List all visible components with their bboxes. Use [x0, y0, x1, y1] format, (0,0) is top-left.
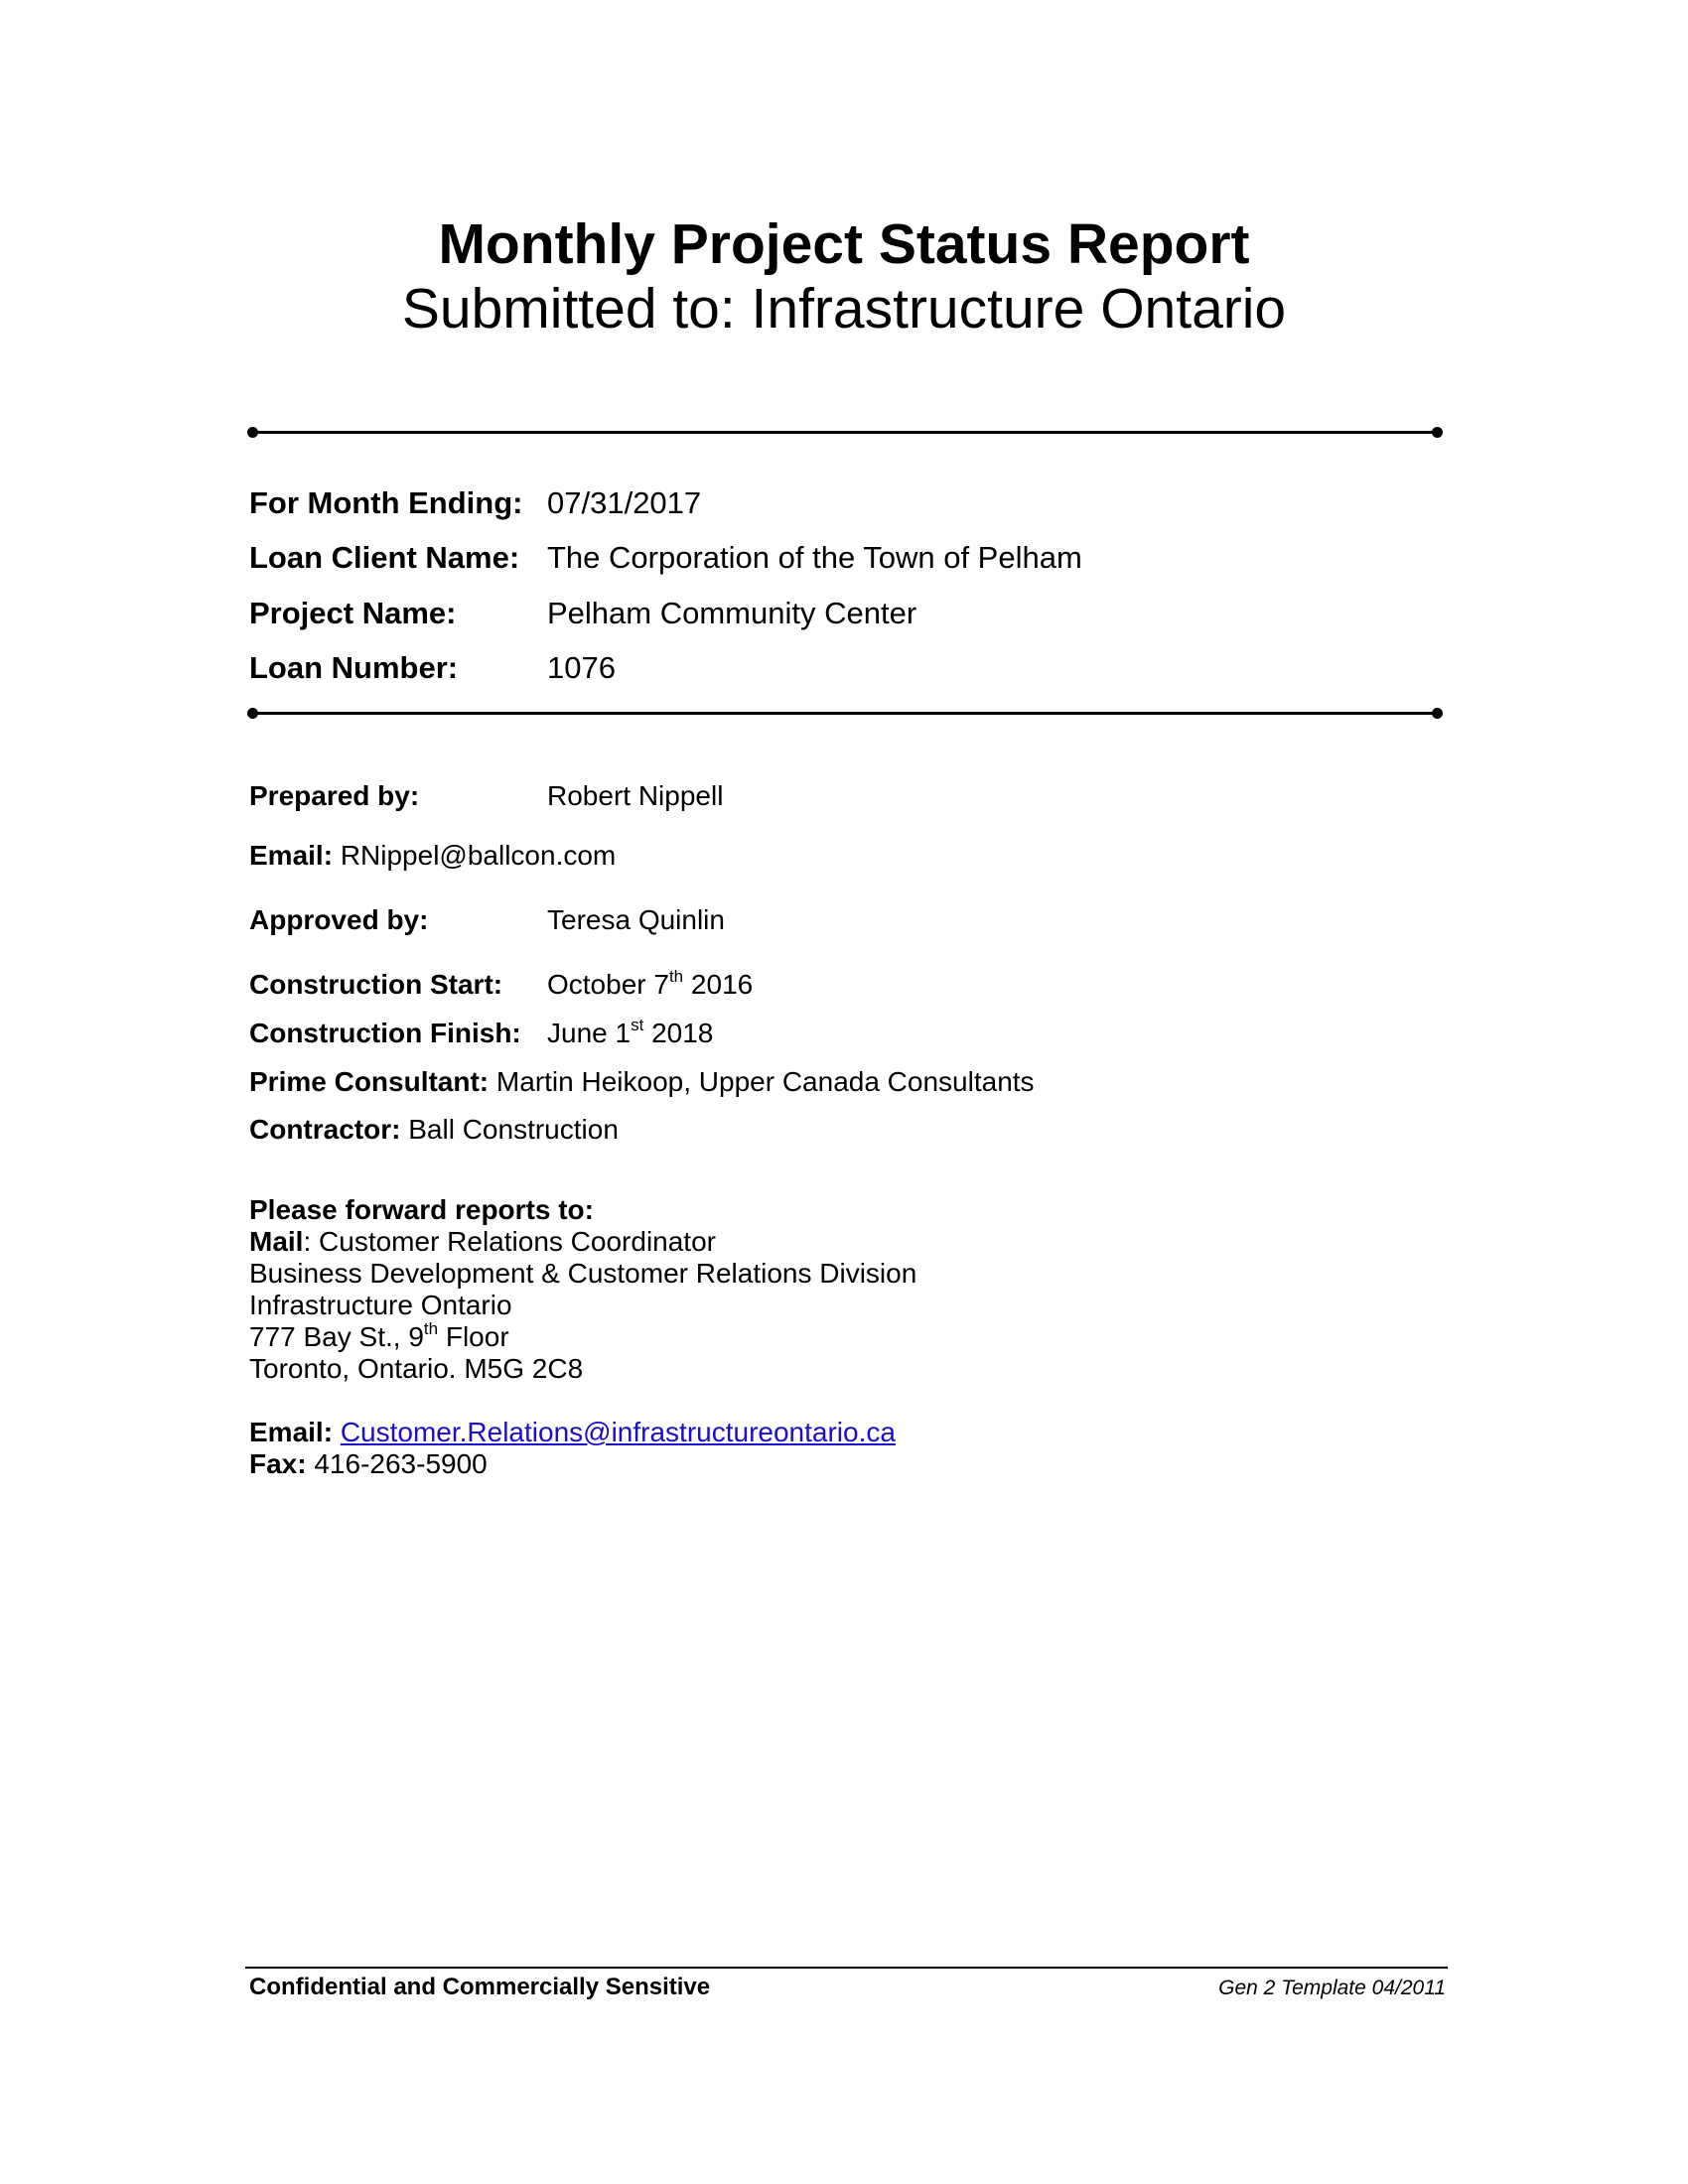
- address-line-5: Toronto, Ontario. M5G 2C8: [249, 1353, 584, 1384]
- preparer-email-row: [249, 838, 616, 874]
- forward-email-link[interactable]: Customer.Relations@infrastructureontario.ca: [340, 1417, 896, 1447]
- project-label: Project Name:: [249, 596, 457, 630]
- address-floor: Floor: [438, 1321, 509, 1352]
- construction-start-value: [547, 967, 753, 1003]
- start-month: October 7: [547, 969, 669, 1000]
- approved-by-label: Approved by:: [249, 904, 429, 935]
- mail-label: Mail: [249, 1226, 304, 1257]
- address-floor-suffix: th: [423, 1319, 439, 1338]
- address-line-2: Business Development & Customer Relations Division: [249, 1258, 917, 1289]
- prime-consultant-label: Prime Consultant:: [249, 1066, 490, 1097]
- forward-email-label: Email:: [249, 1417, 334, 1447]
- client-label: Loan Client Name:: [249, 540, 520, 575]
- approved-by-value: Teresa Quinlin: [547, 904, 725, 935]
- forward-heading: Please forward reports to:: [249, 1194, 594, 1225]
- mail-value: : Customer Relations Coordinator: [303, 1226, 716, 1257]
- loan-number-value: 1076: [547, 650, 616, 685]
- construction-finish-value: [547, 1016, 713, 1051]
- project-value: Pelham Community Center: [547, 596, 917, 630]
- month-ending-value: 07/31/2017: [547, 485, 702, 520]
- fax-value: 416-263-5900: [306, 1448, 488, 1479]
- contractor-row: [249, 1112, 619, 1148]
- finish-year: 2018: [643, 1018, 714, 1048]
- contractor-value: Ball Construction: [400, 1114, 619, 1145]
- footer-template: Gen 2 Template 04/2011: [1218, 1977, 1446, 1999]
- loan-number-label: Loan Number:: [249, 650, 459, 685]
- report-title: Monthly Project Status Report: [438, 212, 1250, 276]
- finish-month: June 1: [547, 1018, 632, 1048]
- footer-confidential: Confidential and Commercially Sensitive: [249, 1974, 711, 2000]
- construction-finish-label: Construction Finish:: [249, 1018, 521, 1048]
- prime-consultant-value: Martin Heikoop, Upper Canada Consultants: [489, 1066, 1035, 1097]
- address-line-4: [249, 1321, 509, 1353]
- contractor-label: Contractor:: [249, 1114, 401, 1145]
- month-ending-label: For Month Ending:: [249, 485, 523, 520]
- start-suffix: th: [668, 967, 684, 986]
- top-divider: [252, 431, 1438, 434]
- address-line-3: Infrastructure Ontario: [249, 1290, 512, 1320]
- prime-consultant-row: [249, 1064, 1035, 1100]
- fax-label: Fax:: [249, 1448, 307, 1479]
- prepared-by-label: Prepared by:: [249, 780, 420, 811]
- finish-suffix: st: [631, 1016, 644, 1034]
- forward-email-row: [249, 1417, 896, 1448]
- bottom-divider: [252, 712, 1438, 715]
- address-street: 777 Bay St., 9: [249, 1321, 424, 1352]
- report-subtitle: Submitted to: Infrastructure Ontario: [401, 277, 1287, 341]
- preparer-email-label: Email:: [249, 840, 334, 871]
- client-value: The Corporation of the Town of Pelham: [547, 540, 1082, 575]
- fax-row: [249, 1448, 488, 1480]
- preparer-email-value: RNippel@ballcon.com: [340, 840, 617, 871]
- mail-row: [249, 1226, 716, 1258]
- footer-divider: [245, 1967, 1448, 1969]
- prepared-by-value: Robert Nippell: [547, 780, 724, 811]
- start-year: 2016: [683, 969, 754, 1000]
- construction-start-label: Construction Start:: [249, 969, 503, 1000]
